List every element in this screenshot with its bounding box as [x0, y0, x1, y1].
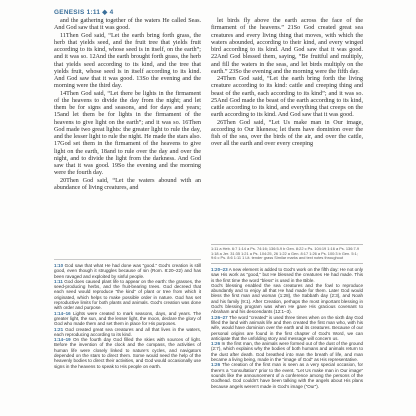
scripture-paragraph: 14Then God said, “Let there be lights in the firmament of the heavens to divide the day from the night; and let them be for signs and seasons, and for days and years; 15and let them be for lights in the firmament of the heavens to give light on the earth”; and it was so. 16Then God made two great lights: the greater light to rule the day, and the lesser light to rule the night. He made the stars also. 17God set them in the firmament of the heavens to give light on the earth, 18and to rule over the day and over the night, and to divide the light from the darkness. And God saw that it was good. 19So the evening and the morning were the fourth day.	[54, 90, 201, 177]
note-text: Lights were created to mark seasons, days, and years. The greater light, the sun, and the lesser light, the moon, declare the glory of God who made them and set them in place for His purposes.	[54, 310, 201, 327]
study-note	[54, 279, 201, 311]
study-note	[211, 283, 363, 315]
scripture-paragraph: let birds fly above the earth across the face of the firmament of the heavens.” 21So God created great sea creatures and every living thing that moves, with which the waters abounded, according to their kind, and every winged bird according to its kind. And God saw that it was good. 22And God blessed them, saying, “Be fruitful and multiply, and fill the waters in the seas, and let birds multiply on the earth.” 23So the evening and the morning were the fifth day.	[211, 18, 363, 75]
study-note	[54, 337, 201, 369]
note-text: A new element is added to God’s work on the fifth day: He not only saw His work as “good,” but He blessed the creatures He had made. This is the first time the word “bless” is used in the Bible.	[211, 267, 363, 283]
note-reference: 1:14–19	[54, 337, 71, 343]
scripture-column-right	[211, 18, 363, 149]
cross-references: 1:11 a Heb. 6:7 1:14 a Ps. 74:16; 136:5-9 b Gen. 8:22 c Ps. 104:19 1:16 a Ps. 136:7-9 1:18 a Jer. 31:35 1:21 a Ps. 104:25, 26 1:22 a Gen. 8:17 1:26 a Ps. 100:3 b Gen. 5:1; 9:6 c Ps. 8:6 1:11 1 Lit. tender grass Similar marks and text notes throughout	[211, 244, 363, 264]
note-text: In the first man, the animals were formed out of the dust of the ground (2:7), which explains why the bodies of both humans and animals return to the dust after death. God breathed into man the breath of life, and man became a living being, made in the “image of God” as His representative.	[211, 341, 363, 363]
note-text: On the fourth day God filled the skies with sources of light. Before the invention of the clock and the compass, the activities of human life were closely linked to nature’s cycles, and navigators depended on the stars to direct them. Some would need the help of the heavenly bodies to direct their activities, and God would occasionally use signs in the heavens to speak to His people on earth.	[54, 337, 201, 369]
scripture-paragraph: 11Then God said, “Let the earth bring forth grass, the herb that yields seed, and the fruit tree that yields fruit according to its kind, whose seed is in itself, on the earth”; and it was so. 12And the earth brought forth grass, the herb that yields seed according to its kind, and the tree that yields fruit, whose seed is in itself according to its kind. And God saw that it was good. 13So the evening and the morning were the third day.	[54, 32, 201, 90]
scripture-paragraph: 20Then God said, “Let the waters abound with an abundance of living creatures, and	[54, 177, 201, 191]
note-reference: 1:21	[54, 326, 64, 332]
scripture-column-left	[54, 18, 201, 192]
note-reference: 1:26	[211, 362, 221, 368]
note-text: God’s blessing enabled the sea creatures and the fowl to reproduce abundantly and to enjoy all that He had made for them. Later God would bless the first man and woman (1:28), the Sabbath day (2:3), and Noah and his family (9:1). After Creation, perhaps the most important blessing in God’s blessing program was when He gave His gracious covenant to Abraham and his descendants (12:1–3).	[211, 282, 363, 315]
note-text: God saw that what He had done was “good.” God’s creation is still good, even though it struggles because of sin (Rom. 8:20–22) and has been ravaged and exploited by sinful people.	[54, 263, 202, 279]
note-text: God does caused plant life to appear on the earth: the grasses, the seed-producing herbs, and the fruit-bearing trees. God decreed that each seed would reproduce “the kind” of plant or tree from which it originated, which helps to make possible order in nature. God has set reproductive limits for both plants and animals. God’s creation was done with order and purpose.	[54, 278, 202, 311]
note-reference: 1:10	[54, 263, 64, 268]
study-note	[211, 315, 363, 341]
notes-divider	[54, 259, 201, 260]
study-note	[211, 267, 363, 283]
note-reference: 1:11	[54, 278, 63, 284]
study-note	[211, 362, 363, 388]
study-note	[54, 327, 201, 338]
study-note	[54, 311, 201, 327]
study-notes-right	[211, 267, 363, 389]
scripture-paragraph: 24Then God said, “Let the earth bring forth the living creature according to its kind: cattle and creeping thing and beast of the earth, each according to its kind”; and it was so. 25And God made the beast of the earth according to its kind, cattle according to its kind, and everything that creeps on the earth according to its kind. And God saw that it was good.	[211, 76, 363, 119]
note-text: The word “created” is used three times when on the sixth day God filled the land with animals life and then created the first man who, with his wife, would have dominion over the earth and its creatures. Because of our personal origins are found in the first chapter of God’s Word, we can anticipate that the unfolding story and message will concern us.	[211, 314, 364, 341]
note-text: The creation of the first man is seen as a very special occasion, for there’s a “consultation” prior to the event. “Let Us make man in Our image” sounds like the announcement of a conference among the persons of the Godhead. God couldn’t have been talking with the angels about His plans because angels weren’t made in God’s image (“Our”).	[211, 362, 363, 389]
note-reference: 1:20–23	[211, 267, 228, 272]
study-note	[54, 263, 201, 279]
note-reference: 1:14–16	[54, 310, 71, 316]
running-header: GENESIS 1:11 ◆ 4	[54, 9, 114, 16]
study-notes-left	[54, 263, 201, 369]
study-note	[211, 341, 363, 362]
note-reference: 1:26–27	[211, 314, 228, 320]
scripture-paragraph: and the gathering together of the waters He called Seas. And God saw that it was good.	[54, 18, 201, 32]
note-text: God created great sea creatures and all that lives in the waters, each reproducing according to its kind.	[54, 326, 201, 337]
note-reference: 1:26	[211, 341, 221, 347]
scripture-paragraph: 26Then God said, “Let Us make man in Our image, according to Our likeness; let them have dominion over the fish of the sea, over the birds of the air, and over the cattle, over all the earth and over every creeping	[211, 119, 363, 148]
